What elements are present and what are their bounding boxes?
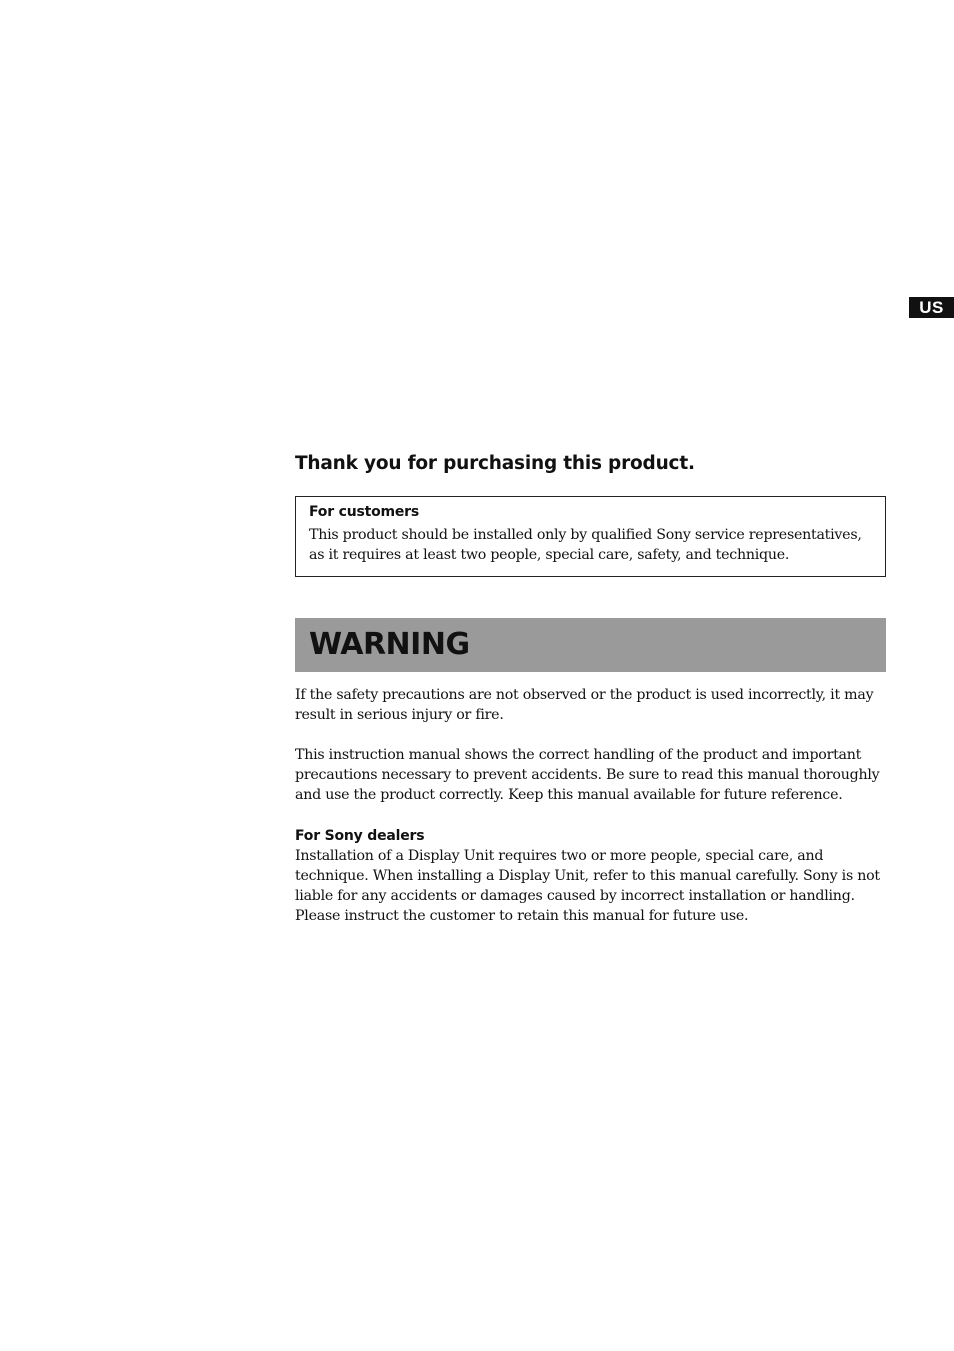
customers-text: This product should be installed only by qualified Sony service representatives, as it requires at least two people, special care, safety, and technique.	[309, 527, 862, 563]
warning-paragraph-2: This instruction manual shows the correct handling of the product and important precautions necessary to prevent accidents. Be sure to read this manual thoroughly and use the product correctly. Keep this manual available for future reference.	[295, 747, 880, 803]
customers-heading: For customers	[309, 504, 420, 520]
dealers-text: Installation of a Display Unit requires two or more people, special care, and technique. When installing a Display Unit, refer to this manual carefully. Sony is not liable for any accidents or damages caused by incorrect installation or handling. Please instruct the customer to retain this manual for future use.	[295, 848, 880, 924]
page-title: Thank you for purchasing this product.	[295, 453, 695, 474]
manual-content	[295, 452, 886, 926]
dealers-heading: For Sony dealers	[295, 828, 425, 844]
warning-title: WARNING	[309, 627, 470, 662]
language-tab: US	[909, 297, 954, 318]
customers-notice-box	[295, 496, 886, 577]
warning-paragraph-1: If the safety precautions are not observed or the product is used incorrectly, it may result in serious injury or fire.	[295, 687, 874, 723]
warning-banner	[295, 618, 886, 672]
